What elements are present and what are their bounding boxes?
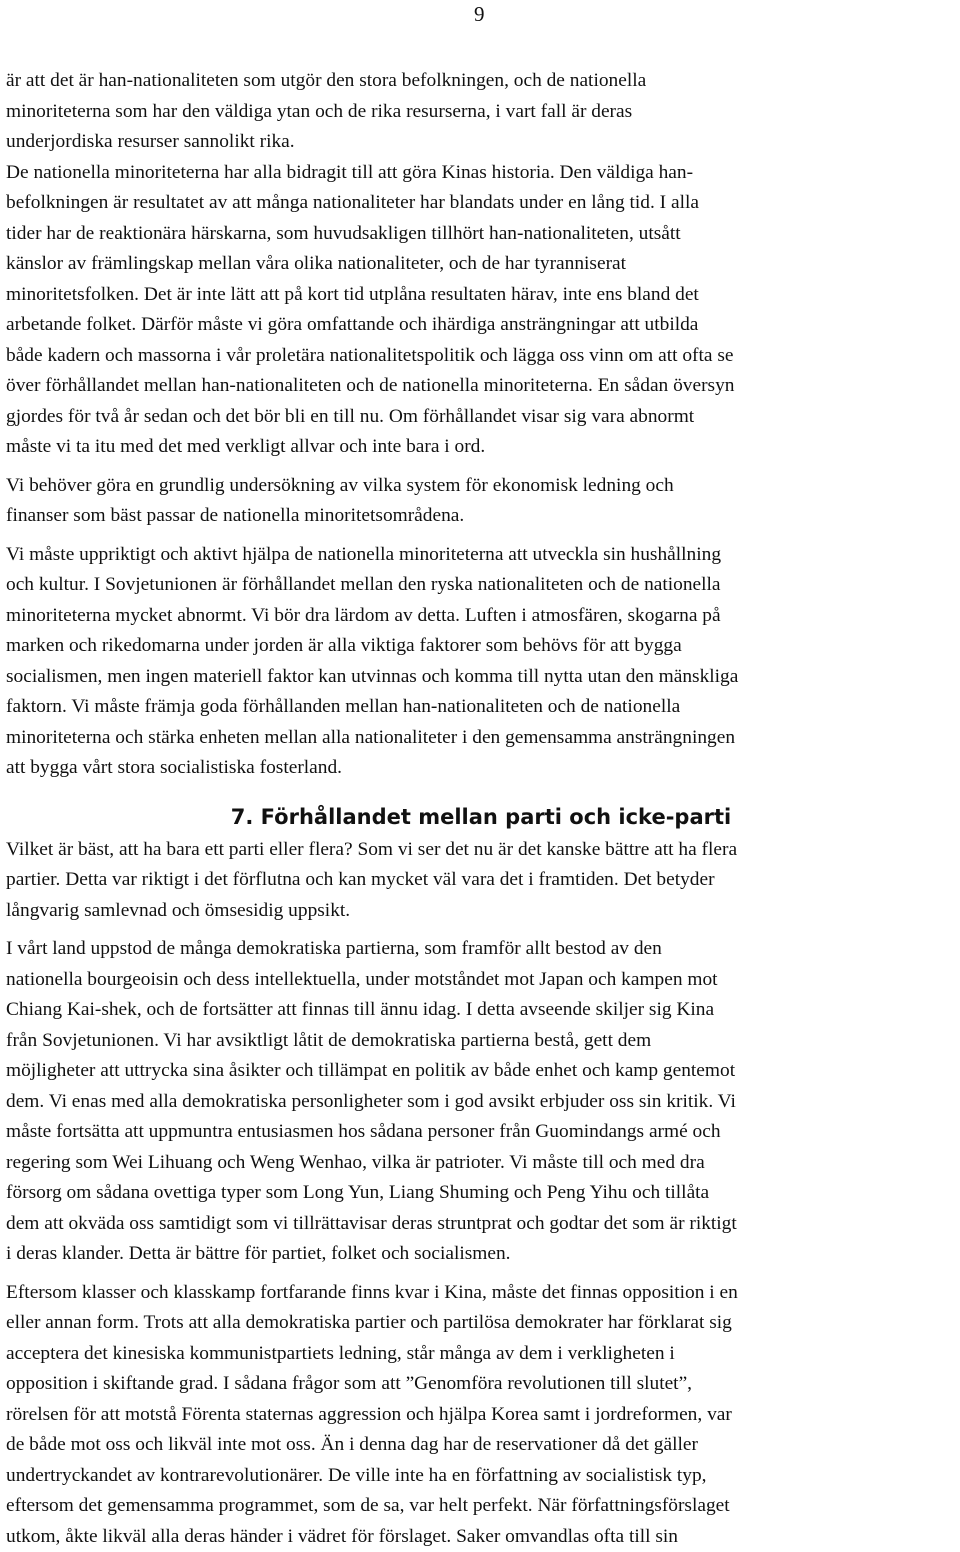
text-line: opposition i skiftande grad. I sådana frågor som att ”Genomföra revolutionen till slutet”, [6, 1369, 956, 1400]
text-line: Vi behöver göra en grundlig undersökning av vilka system för ekonomisk ledning och [6, 471, 956, 502]
text-line: eftersom det gemensamma programmet, som de sa, var helt perfekt. När författningsförslaget [6, 1491, 956, 1522]
text-line: både kadern och massorna i vår proletära nationalitetspolitik och lägga oss vinn om att ofta se [6, 341, 956, 372]
text-line: minoriteterna som har den väldiga ytan och de rika resurserna, i vart fall är deras [6, 97, 956, 128]
text-line: regering som Wei Lihuang och Weng Wenhao, vilka är patrioter. Vi måste till och med dra [6, 1148, 956, 1179]
text-line: underjordiska resurser sannolikt rika. [6, 127, 956, 158]
text-line: i deras klander. Detta är bättre för partiet, folket och socialismen. [6, 1239, 956, 1270]
text-line: partier. Detta var riktigt i det förflutna och kan mycket väl vara det i framtiden. Det betyder [6, 865, 956, 896]
text-line: Vilket är bäst, att ha bara ett parti eller flera? Som vi ser det nu är det kanske bättre att ha flera [6, 835, 956, 866]
page-number: 9 [474, 2, 485, 26]
text-line: försorg om sådana ovettiga typer som Long Yun, Liang Shuming och Peng Yihu och tillåta [6, 1178, 956, 1209]
text-line: minoriteterna och stärka enheten mellan alla nationaliteter i den gemensamma ansträngningen [6, 723, 956, 754]
text-line: eller annan form. Trots att alla demokratiska partier och partilösa demokrater har förklarat sig [6, 1308, 956, 1339]
text-line: minoriteterna mycket abnormt. Vi bör dra lärdom av detta. Luften i atmosfären, skogarna på [6, 601, 956, 632]
text-line: befolkningen är resultatet av att många nationaliteter har blandats under en lång tid. I alla [6, 188, 956, 219]
text-line: utkom, åkte likväl alla deras händer i vädret för förslaget. Saker omvandlas ofta till sin [6, 1522, 956, 1552]
text-line: att bygga vårt stora socialistiska fosterland. [6, 753, 956, 784]
text-line: de både mot oss och likväl inte mot oss. Än i denna dag har de reservationer då det gäller [6, 1430, 956, 1461]
text-line: finanser som bäst passar de nationella minoritetsområdena. [6, 501, 956, 532]
text-line: dem att okväda oss samtidigt som vi tillrättavisar deras struntprat och godtar det som är riktigt [6, 1209, 956, 1240]
section-heading: 7. Förhållandet mellan parti och icke-parti [6, 803, 956, 831]
text-line: långvarig samlevnad och ömsesidig uppsikt. [6, 896, 956, 927]
text-line: dem. Vi enas med alla demokratiska personligheter som i god avsikt erbjuder oss sin kritik. Vi [6, 1087, 956, 1118]
paragraph [6, 835, 956, 927]
paragraphs-after-heading [6, 835, 956, 1552]
text-line: från Sovjetunionen. Vi har avsiktligt låtit de demokratiska partierna bestå, gett dem [6, 1026, 956, 1057]
text-line: måste vi ta itu med det med verkligt allvar och inte bara i ord. [6, 432, 956, 463]
paragraph [6, 66, 956, 463]
text-line: undertryckandet av kontrarevolutionärer. De ville inte ha en författning av socialistisk typ, [6, 1461, 956, 1492]
paragraph [6, 934, 956, 1270]
text-line: är att det är han-nationaliteten som utgör den stora befolkningen, och de nationella [6, 66, 956, 97]
text-line: känslor av främlingskap mellan våra olika nationaliteter, och de har tyranniserat [6, 249, 956, 280]
paragraph [6, 471, 956, 532]
text-line: måste fortsätta att uppmuntra entusiasmen hos sådana personer från Guomindangs armé och [6, 1117, 956, 1148]
paragraph [6, 1278, 956, 1552]
text-line: gjordes för två år sedan och det bör bli en till nu. Om förhållandet visar sig vara abnormt [6, 402, 956, 433]
text-line: över förhållandet mellan han-nationaliteten och de nationella minoriteterna. En sådan översyn [6, 371, 956, 402]
text-line: rörelsen för att motstå Förenta staternas aggression och hjälpa Korea samt i jordreformen, var [6, 1400, 956, 1431]
document-body [6, 66, 956, 1552]
text-line: möjligheter att uttrycka sina åsikter och tillämpat en politik av både enhet och kamp gentemot [6, 1056, 956, 1087]
text-line: socialismen, men ingen materiell faktor kan utvinnas och komma till nytta utan den mänskliga [6, 662, 956, 693]
text-line: Vi måste uppriktigt och aktivt hjälpa de nationella minoriteterna att utveckla sin hushållning [6, 540, 956, 571]
text-line: nationella bourgeoisin och dess intellektuella, under motståndet mot Japan och kampen mot [6, 965, 956, 996]
text-line: minoritetsfolken. Det är inte lätt att på kort tid utplåna resultaten härav, inte ens bland det [6, 280, 956, 311]
text-line: Eftersom klasser och klasskamp fortfarande finns kvar i Kina, måste det finnas opposition i en [6, 1278, 956, 1309]
text-line: marken och rikedomarna under jorden är alla viktiga faktorer som behövs för att bygga [6, 631, 956, 662]
text-line: acceptera det kinesiska kommunistpartiets ledning, står många av dem i verkligheten i [6, 1339, 956, 1370]
text-line: De nationella minoriteterna har alla bidragit till att göra Kinas historia. Den väldiga han- [6, 158, 956, 189]
text-line: I vårt land uppstod de många demokratiska partierna, som framför allt bestod av den [6, 934, 956, 965]
text-line: arbetande folket. Därför måste vi göra omfattande och ihärdiga ansträngningar att utbilda [6, 310, 956, 341]
text-line: faktorn. Vi måste främja goda förhållanden mellan han-nationaliteten och de nationella [6, 692, 956, 723]
text-line: Chiang Kai-shek, och de fortsätter att finnas till ännu idag. I detta avseende skiljer sig Kina [6, 995, 956, 1026]
paragraph [6, 540, 956, 784]
text-line: tider har de reaktionära härskarna, som huvudsakligen tillhört han-nationaliteten, utsått [6, 219, 956, 250]
paragraphs-before-heading [6, 66, 956, 784]
text-line: och kultur. I Sovjetunionen är förhållandet mellan den ryska nationaliteten och de nationella [6, 570, 956, 601]
